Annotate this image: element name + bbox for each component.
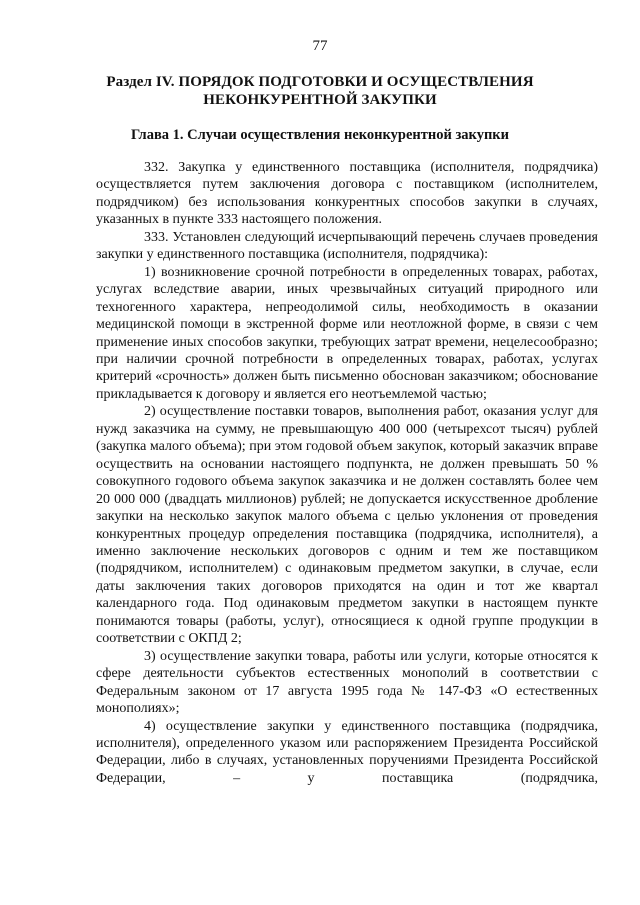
list-item-1: 1) возникновение срочной потребности в определенных товарах, работах, услугах вследствие аварии, иных чрезвычайных ситуаций природного или техногенного характера, непреодолимой силы, необходимость в оказании медицинской помощи в экстренной форме или неотложной форме, в связи с чем применение иных способов закупки, требующих затрат времени, нецелесообразно; при наличии срочной потребности в определенных товарах, работах, услугах критерий «срочность» должен быть письменно обоснован заказчиком; обоснование прикладывается к договору и является его неотъемлемой частью; (96, 264, 598, 402)
list-item-3: 3) осуществление закупки товара, работы или услуги, которые относятся к сфере деятельности субъектов естественных монополий в соответствии с Федеральным законом от 17 августа 1995 года № 147-ФЗ «О естественных монополиях»; (96, 648, 598, 717)
section-title-line: НЕКОНКУРЕНТНОЙ ЗАКУПКИ (203, 92, 437, 108)
page-number: 77 (312, 38, 328, 54)
list-item-4: 4) осуществление закупки у единственного поставщика (подрядчика, исполнителя), определенного указом или распоряжением Президента Российской Федерации, либо в случаях, установленных поручениями Президента Российской Федерации, – у поставщика (подрядчика, (96, 718, 598, 786)
section-title (80, 73, 560, 109)
paragraph-333: 333. Установлен следующий исчерпывающий перечень случаев проведения закупки у единственного поставщика (исполнителя, подрядчика): (96, 229, 598, 263)
paragraph-332: 332. Закупка у единственного поставщика (исполнителя, подрядчика) осуществляется путем заключения договора с поставщиком (исполнителем, подрядчиком) без использования конкурентных способов закупки в случаях, указанных в пункте 333 настоящего положения. (96, 160, 598, 228)
list-item-2: 2) осуществление поставки товаров, выполнения работ, оказания услуг для нужд заказчика на сумму, не превышающую 400 000 (четырехсот тысяч) рублей (закупка малого объема); при этом годовой объем закупок, который заказчик вправе осуществить на основании настоящего подпункта, не должен превышать 50 % совокупного годового объема закупок заказчика и не должен составлять более чем 20 000 000 (двадцать миллионов) рублей; не допускается искусственное дробление закупки на несколько закупок малого объема с целью уклонения от проведения конкурентных процедур определения поставщика (подрядчика, исполнителя), а именно заключение нескольких договоров с одним и тем же поставщиком (подрядчиком, исполнителем) с одинаковым предметом закупки, в случае, если даты заключения таких договоров приходятся на один и тот же квартал календарного года. Под одинаковым предметом закупки в настоящем пункте понимаются товары (работы, услуг), относящиеся к одной группе продукции в соответствии с ОКПД 2; (96, 404, 598, 647)
chapter-title: Глава 1. Случаи осуществления неконкурентной закупки (130, 127, 510, 143)
section-title-line: Раздел IV. ПОРЯДОК ПОДГОТОВКИ И ОСУЩЕСТВЛЕНИЯ (106, 74, 534, 90)
body-text (96, 159, 598, 787)
